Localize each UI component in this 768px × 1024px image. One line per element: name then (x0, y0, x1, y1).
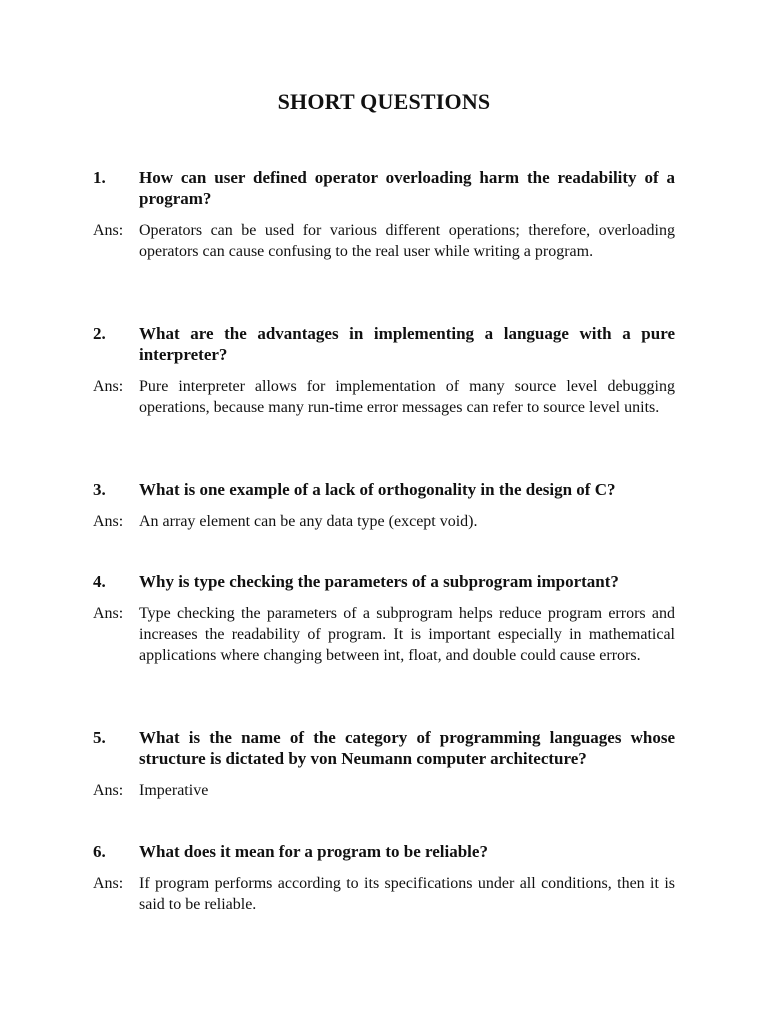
question-number: 2. (93, 324, 106, 343)
question-row (93, 841, 675, 862)
question-text: What is the name of the category of programming languages whose structure is dictated by von Neumann computer architecture? (139, 728, 675, 768)
answer-label: Ans: (93, 605, 124, 622)
question-number: 1. (93, 168, 106, 187)
question-3 (93, 479, 675, 532)
answer-label: Ans: (93, 782, 124, 799)
question-row (93, 479, 675, 500)
question-row (93, 571, 675, 592)
question-text: How can user defined operator overloading harm the readability of a program? (139, 168, 675, 208)
answer-row (93, 603, 675, 666)
question-row (93, 323, 675, 365)
answer-row (93, 511, 675, 532)
answer-label: Ans: (93, 222, 124, 239)
answer-text: Type checking the parameters of a subprogram helps reduce program errors and increases the readability of program. It is important especially in mathematical applications where changing between int, float, and double could cause errors. (139, 605, 675, 664)
question-1 (93, 167, 675, 262)
answer-text: Pure interpreter allows for implementation of many source level debugging operations, because many run-time error messages can refer to source level units. (139, 378, 675, 416)
question-number: 5. (93, 728, 106, 747)
question-text: Why is type checking the parameters of a subprogram important? (139, 572, 619, 591)
question-text: What does it mean for a program to be reliable? (139, 842, 488, 861)
answer-text: An array element can be any data type (except void). (139, 513, 478, 530)
question-4 (93, 571, 675, 666)
answer-text: Operators can be used for various different operations; therefore, overloading operators can cause confusing to the real user while writing a program. (139, 222, 675, 260)
question-text: What are the advantages in implementing a language with a pure interpreter? (139, 324, 675, 364)
answer-text: If program performs according to its specifications under all conditions, then it is said to be reliable. (139, 875, 675, 913)
question-6 (93, 841, 675, 915)
answer-row (93, 873, 675, 915)
question-number: 6. (93, 842, 106, 861)
question-5 (93, 727, 675, 801)
answer-row (93, 376, 675, 418)
question-text: What is one example of a lack of orthogonality in the design of C? (139, 480, 616, 499)
answer-row (93, 780, 675, 801)
question-number: 4. (93, 572, 106, 591)
question-number: 3. (93, 480, 106, 499)
question-row (93, 727, 675, 769)
answer-label: Ans: (93, 513, 124, 530)
answer-row (93, 220, 675, 262)
answer-text: Imperative (139, 782, 209, 799)
question-2 (93, 323, 675, 418)
page-title: SHORT QUESTIONS (277, 89, 491, 114)
answer-label: Ans: (93, 875, 124, 892)
question-row (93, 167, 675, 209)
answer-label: Ans: (93, 378, 124, 395)
